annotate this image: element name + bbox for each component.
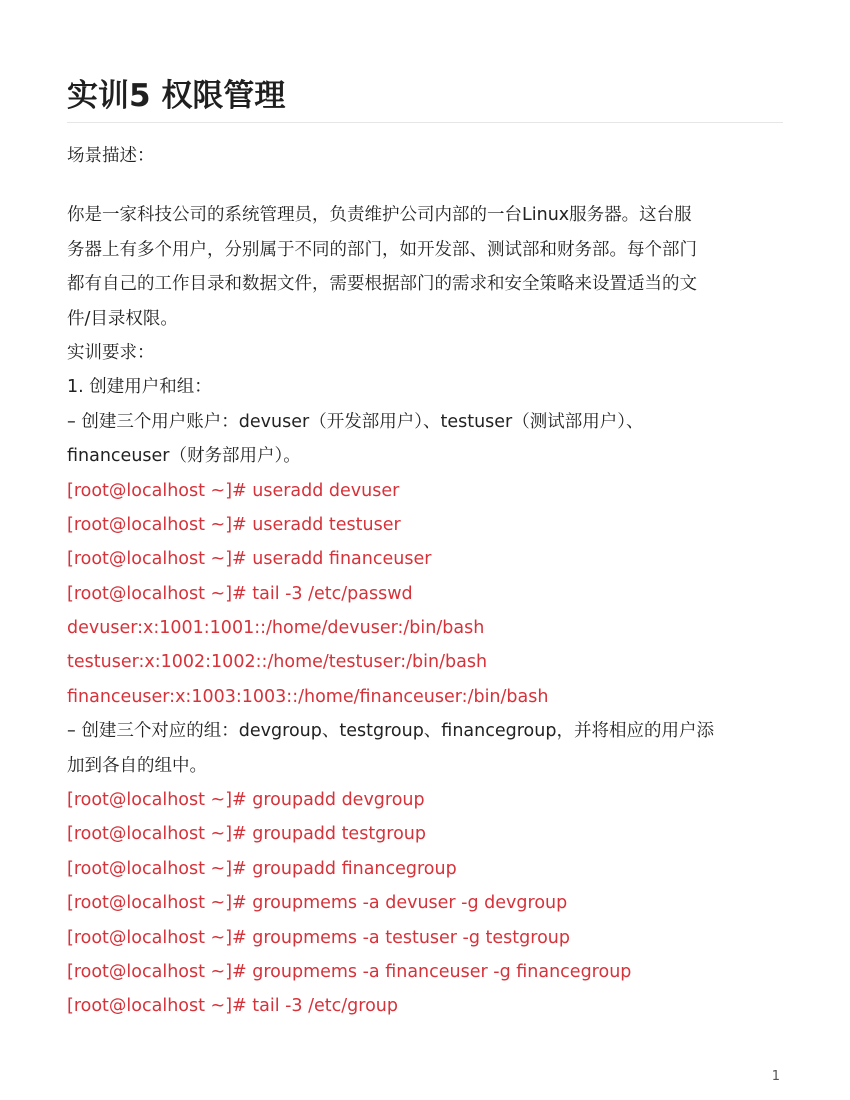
step1-label: 1. 创建用户和组： (67, 377, 212, 398)
command-line: [root@localhost ~]# groupmems -a financeuser -g financegroup (67, 961, 632, 982)
command-output-line: testuser:x:1002:1002::/home/testuser:/bin/bash (67, 652, 488, 673)
command-output-line: devuser:x:1001:1001::/home/devuser:/bin/bash (67, 618, 485, 639)
page-title: 实训5 权限管理 (67, 78, 286, 114)
requirements-label: 实训要求： (67, 342, 155, 363)
command-line: [root@localhost ~]# groupadd devgroup (67, 790, 425, 811)
command-line: [root@localhost ~]# useradd financeuser (67, 549, 432, 570)
step1-users-line: – 创建三个用户账户：devuser（开发部用户）、testuser（测试部用户）、 (67, 411, 644, 432)
step1-groups-line: – 创建三个对应的组：devgroup、testgroup、financegroup，并将相应的用户添 (67, 721, 714, 742)
command-line: [root@localhost ~]# tail -3 /etc/group (67, 996, 398, 1017)
command-line: [root@localhost ~]# groupmems -a devuser -g devgroup (67, 893, 568, 914)
scene-paragraph (67, 198, 783, 336)
step1-users-description (67, 405, 783, 474)
scene-paragraph-line: 你是一家科技公司的系统管理员，负责维护公司内部的一台Linux服务器。这台服 (67, 205, 692, 226)
title-divider (67, 122, 783, 123)
user-command-block (67, 474, 783, 715)
page-number: 1 (771, 1069, 780, 1084)
step1-groups-line: 加到各自的组中。 (67, 755, 207, 776)
command-line: [root@localhost ~]# groupadd testgroup (67, 824, 427, 845)
group-command-block (67, 783, 783, 1024)
command-line: [root@localhost ~]# groupmems -a testuser -g testgroup (67, 927, 570, 948)
paragraph-gap (67, 173, 783, 198)
command-line: [root@localhost ~]# useradd devuser (67, 480, 400, 501)
command-line: [root@localhost ~]# tail -3 /etc/passwd (67, 583, 413, 604)
step1-groups-description (67, 714, 783, 783)
scene-paragraph-line: 务器上有多个用户，分别属于不同的部门，如开发部、测试部和财务部。每个部门 (67, 239, 697, 260)
scene-paragraph-line: 件/目录权限。 (67, 308, 178, 329)
command-output-line: financeuser:x:1003:1003::/home/financeuser:/bin/bash (67, 686, 549, 707)
scene-label: 场景描述： (67, 146, 155, 166)
scene-paragraph-line: 都有自己的工作目录和数据文件，需要根据部门的需求和安全策略来设置适当的文 (67, 274, 697, 295)
command-line: [root@localhost ~]# useradd testuser (67, 514, 401, 535)
command-line: [root@localhost ~]# groupadd financegroup (67, 858, 457, 879)
step1-users-line: financeuser（财务部用户）。 (67, 446, 301, 467)
document-body (67, 139, 783, 1024)
